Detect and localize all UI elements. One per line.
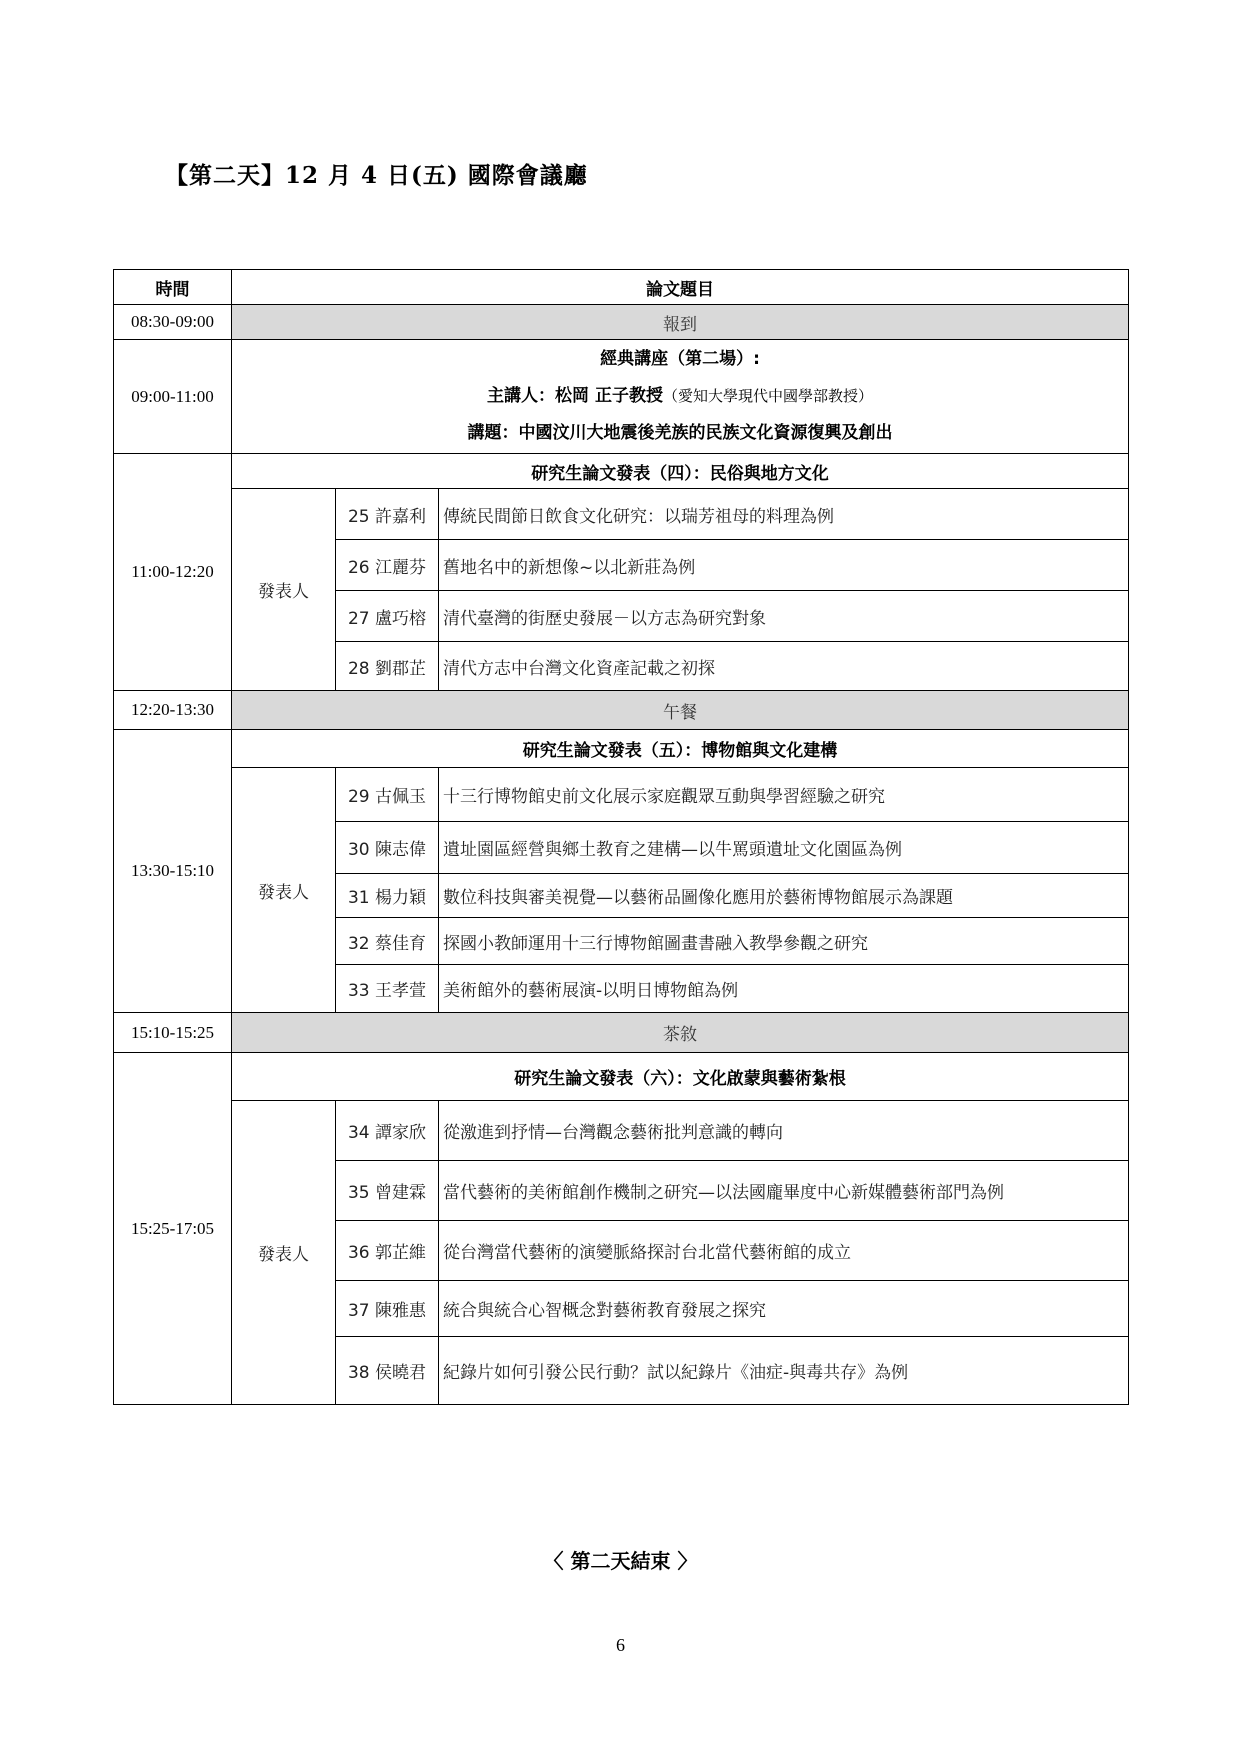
session-title: 研究生論文發表（五）：博物館與文化建構: [232, 730, 1129, 768]
session-time: 13:30-15:10: [114, 730, 232, 1013]
presenter-name: 25 許嘉利: [336, 489, 439, 540]
lecture-speaker: 主講人：松岡 正子教授: [487, 386, 663, 406]
page-title: 【第二天】12 月 4 日(五) 國際會議廳: [165, 162, 588, 189]
presenter-name: 33 王孝萱: [336, 965, 439, 1013]
lunch-label: 午餐: [232, 691, 1129, 730]
session-title: 研究生論文發表（四）：民俗與地方文化: [232, 454, 1129, 489]
table-header-row: [114, 270, 1129, 305]
paper-row: [114, 1101, 1129, 1161]
paper-row: [114, 489, 1129, 540]
tea-label: 茶敘: [232, 1013, 1129, 1053]
session-title-row: [114, 454, 1129, 489]
paper-title: 數位科技與審美視覺—以藝術品圖像化應用於藝術博物館展示為課題: [439, 874, 1129, 918]
presenter-name: 30 陳志偉: [336, 822, 439, 874]
lecture-time: 09:00-11:00: [114, 340, 232, 454]
presenter-name: 29 古佩玉: [336, 768, 439, 822]
tea-break-row: [114, 1013, 1129, 1053]
paper-title: 從激進到抒情—台灣觀念藝術批判意識的轉向: [439, 1101, 1129, 1161]
lecture-cell: [232, 340, 1129, 454]
paper-title: 探國小教師運用十三行博物館圖畫書融入教學參觀之研究: [439, 918, 1129, 965]
lecture-title: 經典講座（第二場）:: [600, 349, 760, 369]
paper-title: 遺址園區經營與鄉土教育之建構—以牛罵頭遺址文化園區為例: [439, 822, 1129, 874]
presenter-name: 26 江麗芬: [336, 540, 439, 591]
header-topic: 論文題目: [232, 270, 1129, 305]
session-time: 15:25-17:05: [114, 1053, 232, 1405]
presenter-role-label: 發表人: [232, 1101, 336, 1405]
paper-title: 從台灣當代藝術的演變脈絡探討台北當代藝術館的成立: [439, 1221, 1129, 1281]
header-time: 時間: [114, 270, 232, 305]
presenter-name: 34 譚家欣: [336, 1101, 439, 1161]
presenter-name: 36 郭芷維: [336, 1221, 439, 1281]
presenter-name: 37 陳雅惠: [336, 1281, 439, 1337]
presenter-name: 32 蔡佳育: [336, 918, 439, 965]
page-number: 6: [616, 1635, 625, 1655]
lecture-row: [114, 340, 1129, 454]
paper-title: 十三行博物館史前文化展示家庭觀眾互動與學習經驗之研究: [439, 768, 1129, 822]
session-title-row: [114, 730, 1129, 768]
lecture-affiliation: （愛知大學現代中國學部教授）: [662, 387, 873, 405]
registration-label: 報到: [232, 305, 1129, 340]
session-title-row: [114, 1053, 1129, 1101]
lecture-topic: 講題：中國汶川大地震後羌族的民族文化資源復興及創出: [467, 423, 893, 443]
registration-time: 08:30-09:00: [114, 305, 232, 340]
paper-title: 清代方志中台灣文化資產記載之初探: [439, 642, 1129, 691]
closing-note: 〈 第二天結束 〉: [543, 1549, 698, 1573]
paper-title: 舊地名中的新想像~以北新莊為例: [439, 540, 1129, 591]
paper-title: 傳統民間節日飲食文化研究：以瑞芳祖母的料理為例: [439, 489, 1129, 540]
presenter-name: 38 侯曉君: [336, 1337, 439, 1405]
lunch-row: [114, 691, 1129, 730]
presenter-name: 31 楊力穎: [336, 874, 439, 918]
paper-title: 紀錄片如何引發公民行動？試以紀錄片《油症-與毒共存》為例: [439, 1337, 1129, 1405]
tea-time: 15:10-15:25: [114, 1013, 232, 1053]
paper-title: 清代臺灣的街歷史發展－以方志為研究對象: [439, 591, 1129, 642]
presenter-name: 27 盧巧榕: [336, 591, 439, 642]
paper-row: [114, 768, 1129, 822]
registration-row: [114, 305, 1129, 340]
schedule-table: [113, 269, 1129, 1405]
lunch-time: 12:20-13:30: [114, 691, 232, 730]
session-time: 11:00-12:20: [114, 454, 232, 691]
presenter-name: 35 曾建霖: [336, 1161, 439, 1221]
presenter-role-label: 發表人: [232, 768, 336, 1013]
presenter-role-label: 發表人: [232, 489, 336, 691]
paper-title: 統合與統合心智概念對藝術教育發展之探究: [439, 1281, 1129, 1337]
paper-title: 美術館外的藝術展演-以明日博物館為例: [439, 965, 1129, 1013]
paper-title: 當代藝術的美術館創作機制之研究—以法國龐畢度中心新媒體藝術部門為例: [439, 1161, 1129, 1221]
session-title: 研究生論文發表（六）：文化啟蒙與藝術紮根: [232, 1053, 1129, 1101]
presenter-name: 28 劉郡芷: [336, 642, 439, 691]
lecture-speaker-line: [236, 378, 1124, 415]
